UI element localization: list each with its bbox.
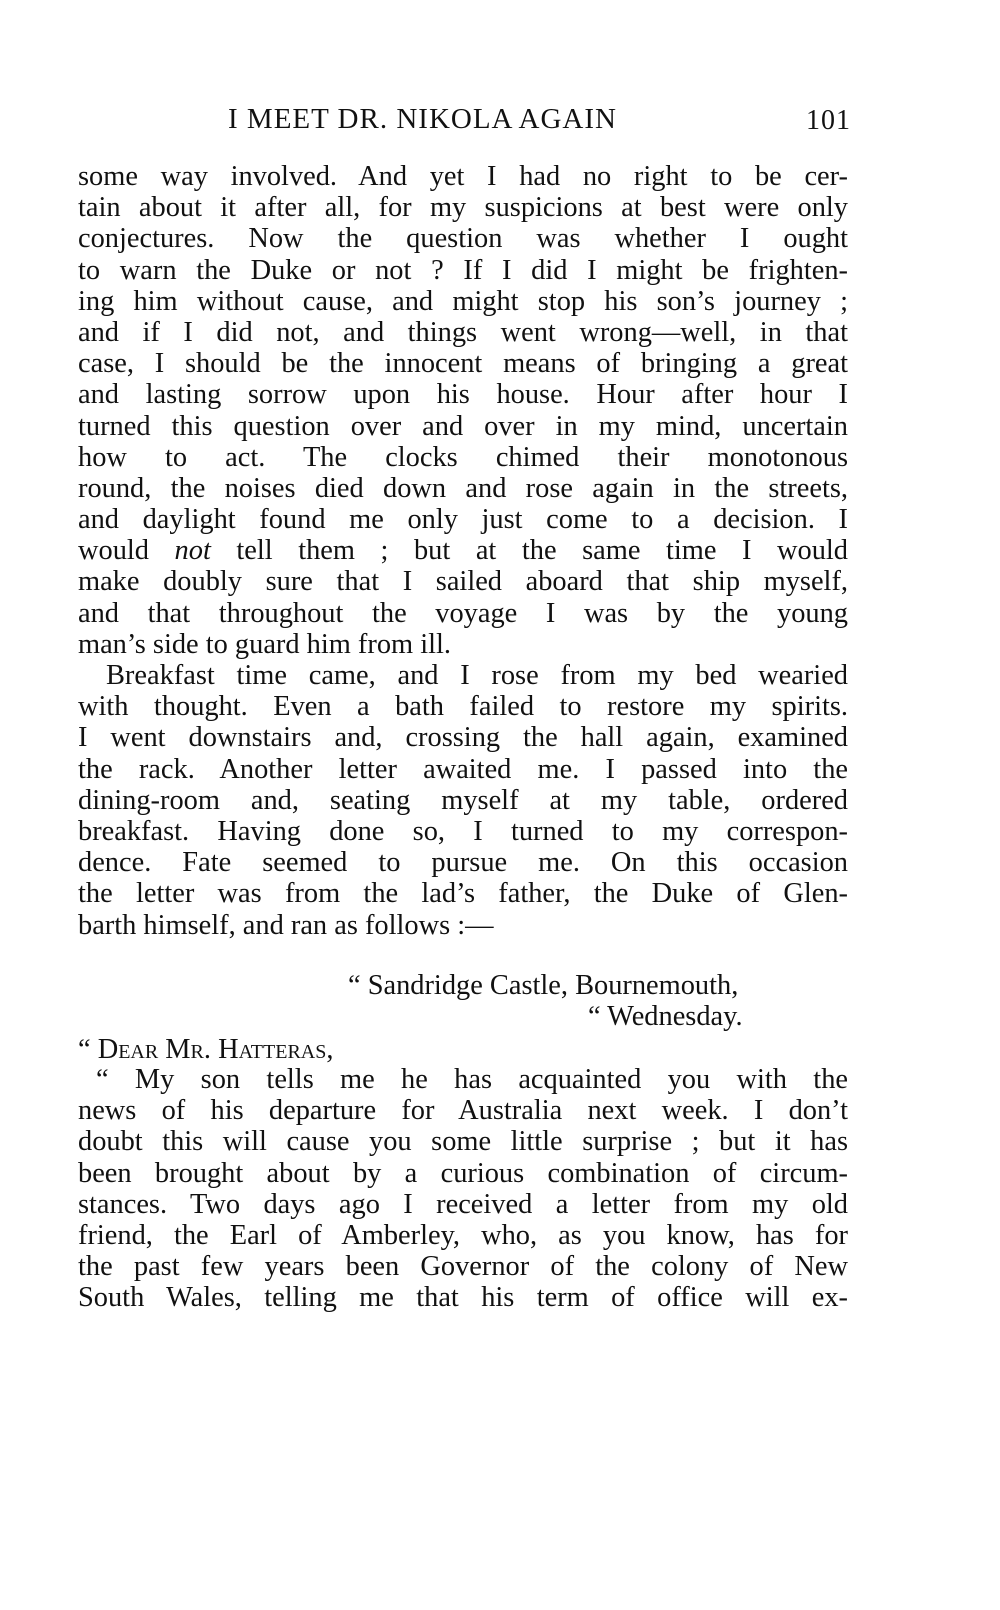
text-line: to warn the Duke or not ? If I did I might be frighten- (78, 254, 848, 286)
text-line: I went downstairs and, crossing the hall again, examined (78, 722, 848, 754)
text-line: conjectures. Now the question was whether I ought (78, 223, 848, 255)
text-line: turned this question over and over in my mind, uncertain (78, 410, 848, 442)
text-line-with-emphasis (78, 535, 848, 566)
paragraph-1 (78, 161, 848, 660)
text-line: breakfast. Having done so, I turned to my correspon- (78, 815, 848, 847)
text-line: Breakfast time came, and I rose from my bed wearied (106, 660, 848, 691)
text-line: South Wales, telling me that his term of office will ex- (78, 1282, 848, 1314)
text-line: friend, the Earl of Amberley, who, as you know, has for (78, 1219, 848, 1251)
line-end: tell them ; but at the same time I would (210, 535, 848, 567)
text-line: dence. Fate seemed to pursue me. On this occasion (78, 847, 848, 879)
dateline-place: “ Sandridge Castle, Bournemouth, (348, 970, 739, 1001)
text-line: and if I did not, and things went wrong—well, in that (78, 316, 848, 348)
text-line: stances. Two days ago I received a letter from my old (78, 1188, 848, 1220)
text-line: ing him without cause, and might stop his son’s journey ; (78, 285, 848, 317)
text-line: how to act. The clocks chimed their monotonous (78, 441, 848, 473)
text-line: make doubly sure that I sailed aboard that ship myself, (78, 566, 848, 598)
text-line: tain about it after all, for my suspicions at best were only (78, 192, 848, 224)
dateline-day: “ Wednesday. (588, 1001, 743, 1032)
text-line: the past few years been Governor of the colony of New (78, 1251, 848, 1283)
text-line: man’s side to guard him from ill. (78, 628, 451, 660)
text-line: and that throughout the voyage I was by the young (78, 597, 848, 629)
letter-dateline (78, 970, 848, 1032)
page-number: 101 (806, 105, 851, 136)
text-line: some way involved. And yet I had no right to be cer- (78, 161, 848, 192)
text-line: with thought. Even a bath failed to restore my spirits. (78, 691, 848, 723)
emphasis-not: not (174, 535, 211, 567)
text-line: news of his departure for Australia next week. I don’t (78, 1095, 848, 1127)
paragraph-2 (78, 660, 848, 941)
running-head: I MEET DR. NIKOLA AGAIN (228, 103, 617, 135)
text-line: round, the noises died down and rose again in the streets, (78, 472, 848, 504)
text-line: and daylight found me only just come to a decision. I (78, 504, 848, 536)
text-line: case, I should be the innocent means of bringing a great (78, 348, 848, 380)
page-header (0, 103, 1000, 143)
line-start: would (78, 535, 175, 567)
text-line: “ My son tells me he has acquainted you with the (96, 1064, 848, 1095)
letter-salutation: “ Dear Mr. Hatteras, (78, 1034, 334, 1065)
text-line: the letter was from the lad’s father, the Duke of Glen- (78, 878, 848, 910)
text-line: dining-room and, seating myself at my table, ordered (78, 784, 848, 816)
text-line: been brought about by a curious combination of circum- (78, 1157, 848, 1189)
text-line: the rack. Another letter awaited me. I passed into the (78, 753, 848, 785)
paragraph-3 (78, 1064, 848, 1314)
text-line: and lasting sorrow upon his house. Hour after hour I (78, 379, 848, 411)
text-line: doubt this will cause you some little surprise ; but it has (78, 1126, 848, 1158)
text-line: barth himself, and ran as follows :— (78, 909, 494, 941)
